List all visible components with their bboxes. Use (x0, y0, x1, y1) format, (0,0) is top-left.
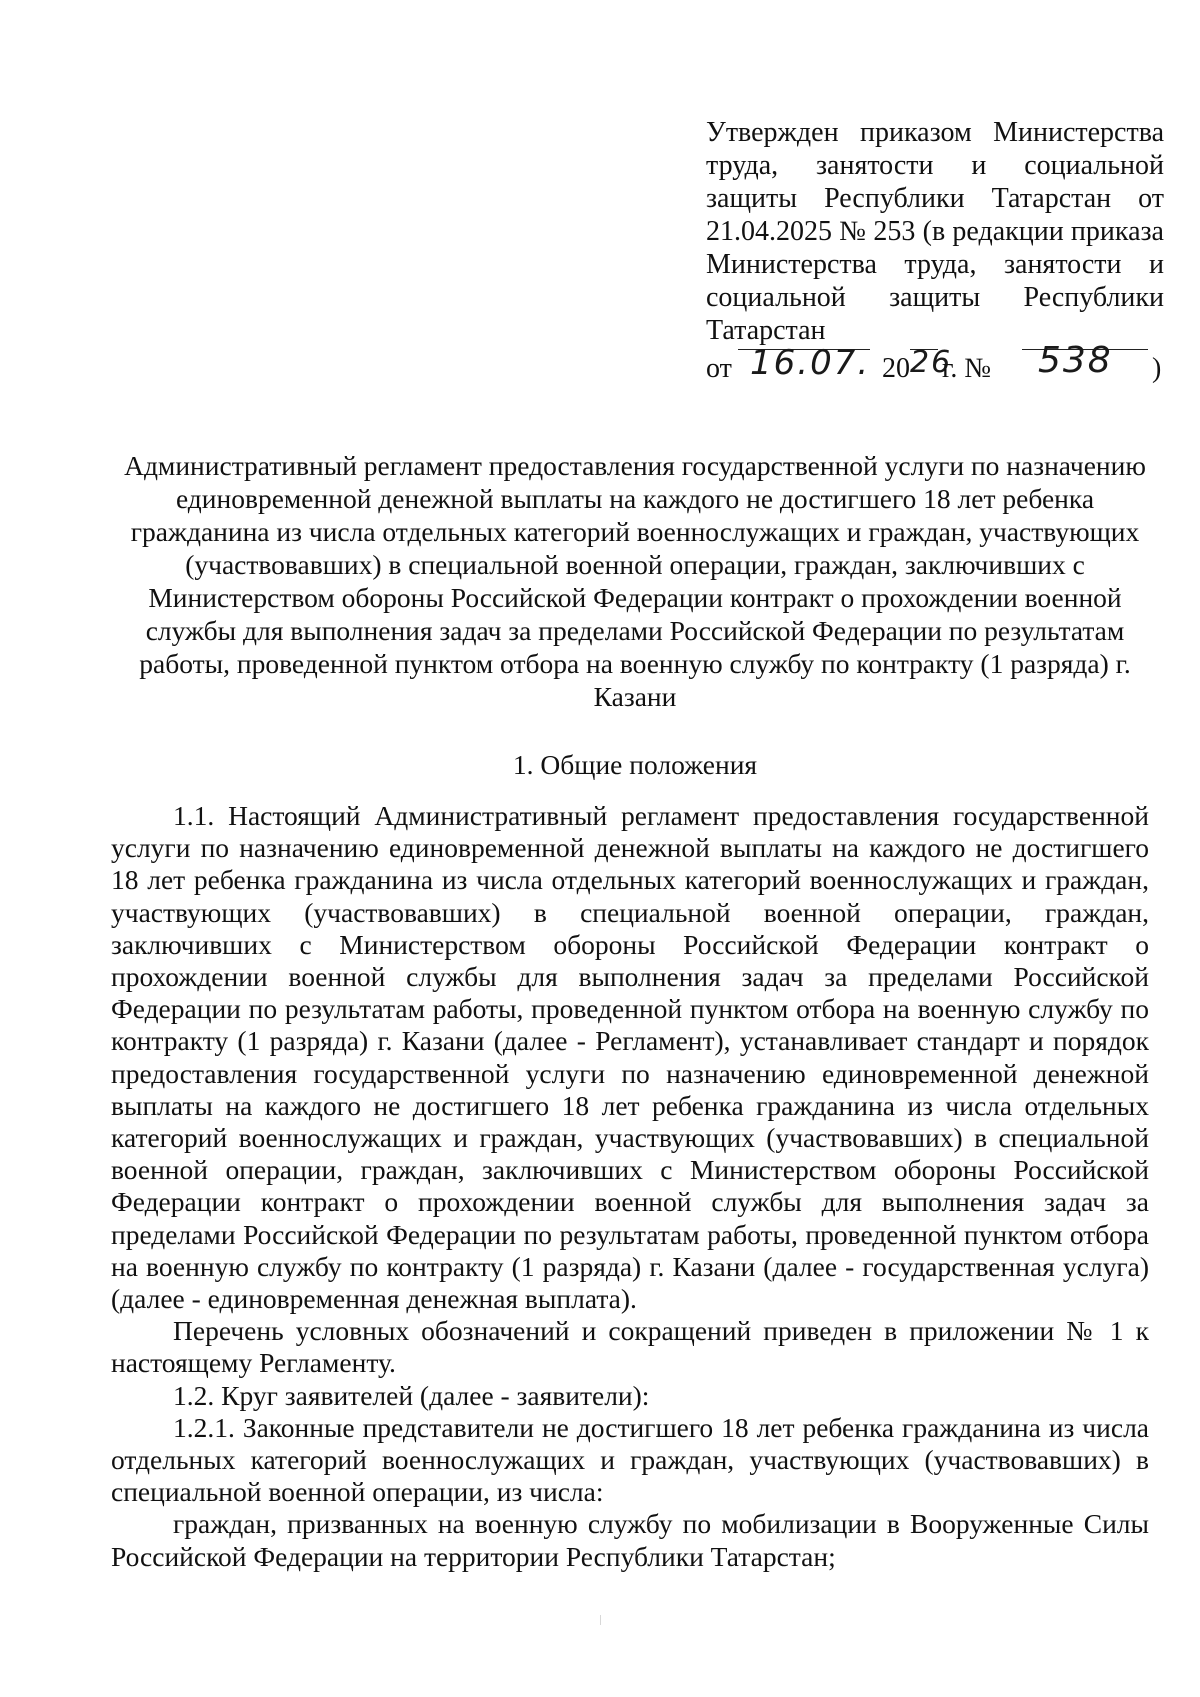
approval-date-line (706, 340, 1164, 389)
paragraph-abbreviations: Перечень условных обозначений и сокращений приведен в приложении № 1 к настоящему Регламенту. (111, 1315, 1149, 1379)
year-prefix: 20 (882, 353, 910, 384)
scan-artifact (600, 1615, 601, 1625)
document-body (111, 800, 1149, 1573)
approval-stamp-block (706, 116, 1164, 389)
document-title: Административный регламент предоставления государственной услуги по назначению единовременной денежной выплаты на каждого не достигшего 18 лет ребенка гражданина из числа отдельных категорий военнослужащих и граждан, участвующих (участвовавших) в специальной военной операции, граждан, заключивших с Министерством обороны Российской Федерации контракт о прохождении военной службы для выполнения задач за пределами Российской Федерации по результатам работы, проведенной пунктом отбора на военную службу по контракту (1 разряда) г. Казани (124, 450, 1146, 712)
paragraph-1-2: 1.2. Круг заявителей (далее - заявители): (173, 1379, 650, 1411)
paragraph-mobilized-citizens: граждан, призванных на военную службу по мобилизации в Вооруженные Силы Российской Федерации на территории Республики Татарстан; (111, 1508, 1149, 1572)
number-prefix: г. № (942, 353, 992, 384)
section-heading: 1. Общие положения (512, 749, 758, 780)
date-prefix: от (706, 353, 732, 384)
handwritten-year: 26 (910, 345, 953, 380)
approval-text: Утвержден приказом Министерства труда, занятости и социальной защиты Республики Татарстан от 21.04.2025 № 253 (в редакции приказа Министерства труда, занятости и социальной защиты Республики Татарстан (706, 117, 1164, 346)
paragraph-1-1: 1.1. Настоящий Административный регламент предоставления государственной услуги по назначению единовременной денежной выплаты на каждого не достигшего 18 лет ребенка гражданина из числа отдельных категорий военнослужащих и граждан, участвующих (участвовавших) в специальной военной операции, граждан, заключивших с Министерством обороны Российской Федерации контракт о прохождении военной службы для выполнения задач за пределами Российской Федерации по результатам работы, проведенной пунктом отбора на военную службу по контракту (1 разряда) г. Казани (далее - Регламент), устанавливает стандарт и порядок предоставления государственной услуги по назначению единовременной денежной выплаты на каждого не достигшего 18 лет ребенка гражданина из числа отдельных категорий военнослужащих и граждан, участвующих (участвовавших) в специальной военной операции, граждан, заключивших с Министерством обороны Российской Федерации контракт о прохождении военной службы для выполнения задач за пределами Российской Федерации по результатам работы, проведенной пунктом отбора на военную службу по контракту (1 разряда) г. Казани (далее - государственная услуга) (далее - единовременная денежная выплата). (111, 800, 1149, 1315)
handwritten-date: 16.07. (750, 343, 871, 383)
paragraph-1-2-1: 1.2.1. Законные представители не достигшего 18 лет ребенка гражданина из числа отдельных категорий военнослужащих и граждан, участвующих (участвовавших) в специальной военной операции, из числа: (111, 1411, 1149, 1508)
approval-closing-bracket: ) (1152, 353, 1162, 384)
handwritten-number: 538 (1038, 340, 1113, 381)
